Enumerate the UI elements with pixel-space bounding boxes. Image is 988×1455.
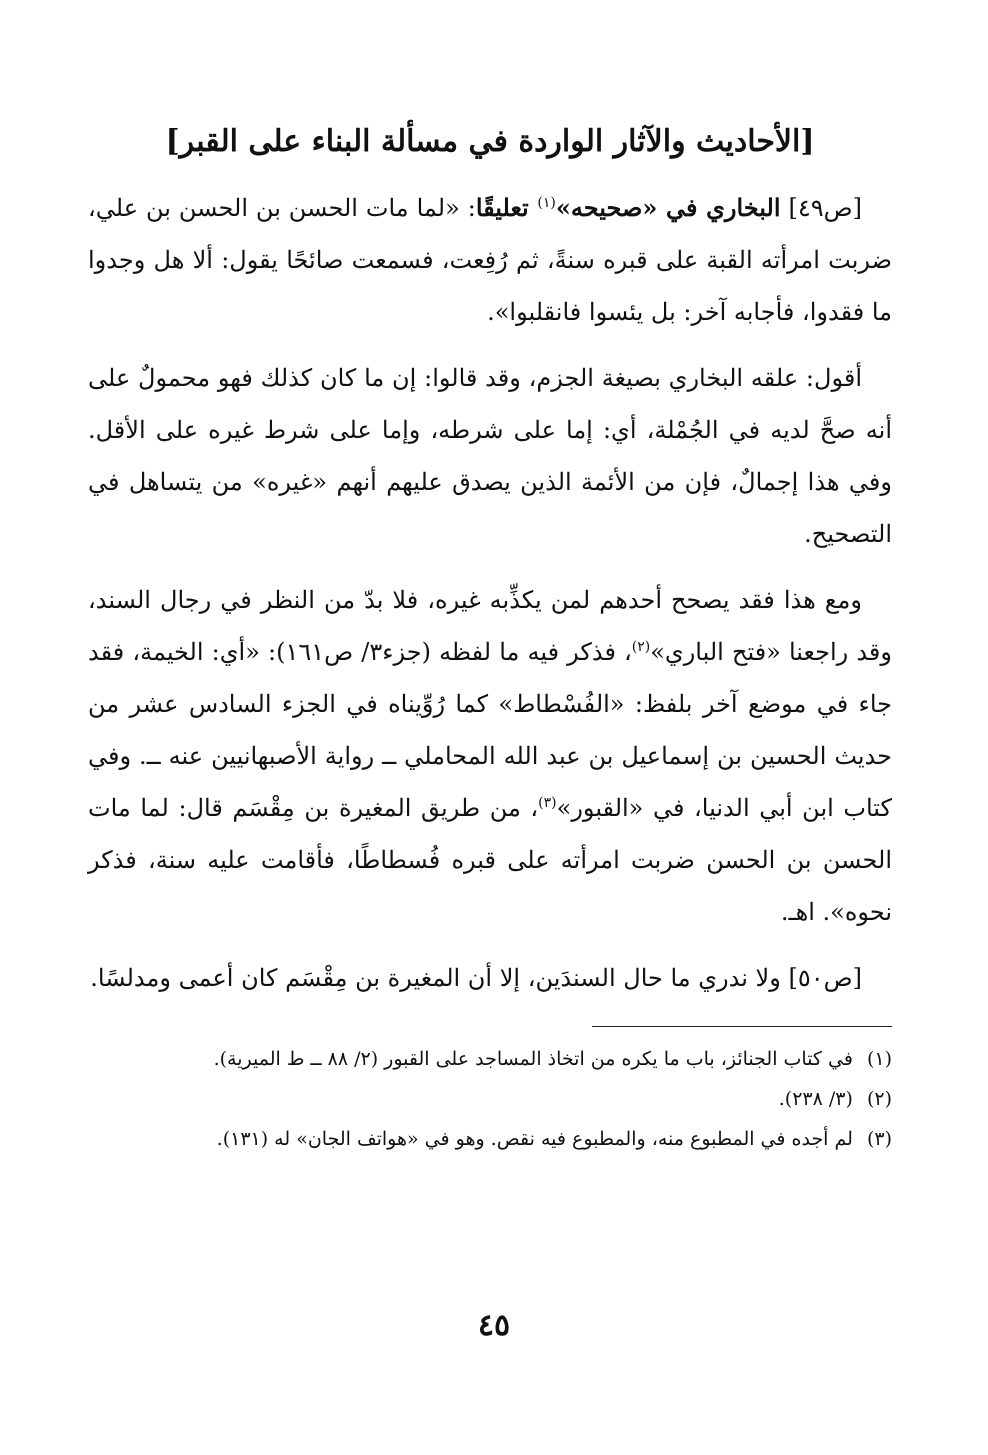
paragraph-text: ومع هذا فقد يصحح أحدهم لمن يكذِّبه غيره، فلا بدّ من النظر في رجال السند، وقد راجعنا «فتح الباري» [88,586,892,666]
footnote-ref-1: (١) [537,195,556,211]
footnote-text: (٣/ ٢٣٨). [778,1088,853,1110]
page-marker: [ص٤٩] [780,194,863,222]
footnote-divider [592,1026,892,1027]
footnote-text: لم أجده في المطبوع منه، والمطبوع فيه نقص. وهو في «هواتف الجان» له (١٣١). [216,1128,853,1150]
paragraph-text: ، فذكر فيه ما لفظه (جزء٣/ ص١٦١): «أي: الخيمة، فقد جاء في موضع آخر بلفظ: «الفُسْطاط» كما رُوِّيناه في الجزء السادس عشر من حديث الحسين بن إسماعيل بن عبد الله المحاملي ــ رواية الأصبهانيين عنه ــ. وفي كتاب ابن أبي الدنيا، في «القبور» [88,638,892,822]
paragraph-2 [88,352,892,560]
paragraph-text: : «لما مات الحسن بن الحسن بن علي، ضربت امرأته القبة على قبره سنةً، ثم رُفِعت، فسمعت صائحًا يقول: ألا هل وجدوا ما فقدوا، فأجابه آخر: بل يئسوا فانقلبوا». [88,194,892,326]
footnote-number: (٣) [866,1128,892,1150]
paragraph-1 [88,182,892,338]
paragraph-text: [ص٥٠] ولا ندري ما حال السندَين، إلا أن المغيرة بن مِقْسَم كان أعمى ومدلسًا. [90,964,862,992]
paragraph-text: أقول: علقه البخاري بصيغة الجزم، وقد قالوا: إن ما كان كذلك فهو محمولٌ على أنه صحَّ لديه في الجُمْلة، أي: إما على شرطه، وإما على شرط غيره على الأقل. وفي هذا إجمالٌ، فإن من الأئمة الذين يصدق عليهم أنهم «غيره» من يتساهل في التصحيح. [88,364,892,548]
footnote-ref-3: (٣) [538,795,557,811]
paragraph-text: ، من طريق المغيرة بن مِقْسَم قال: لما مات الحسن بن الحسن ضربت امرأته على قبره فُسطاطًا، فأقامت عليه سنة، فذكر نحوه». اهـ. [88,794,892,926]
footnote-ref-2: (٢) [631,639,651,655]
footnote-2 [88,1081,892,1117]
section-title: [الأحاديث والآثار الواردة في مسألة البناء على القبر] [165,124,815,159]
footnote-number: (٢) [866,1088,892,1110]
page-number: ٤٥ [477,1308,511,1343]
paragraph-4 [88,952,892,1004]
source-name: البخاري في «صحيحه» [555,193,781,222]
footnote-number: (١) [866,1048,892,1070]
footnote-1 [88,1041,892,1077]
footnote-3 [88,1121,892,1157]
source-type: تعليقًا [475,193,538,222]
footnote-text: في كتاب الجنائز، باب ما يكره من اتخاذ المساجد على القبور (٢/ ٨٨ ــ ط الميرية). [213,1048,853,1070]
paragraph-3 [88,574,892,938]
